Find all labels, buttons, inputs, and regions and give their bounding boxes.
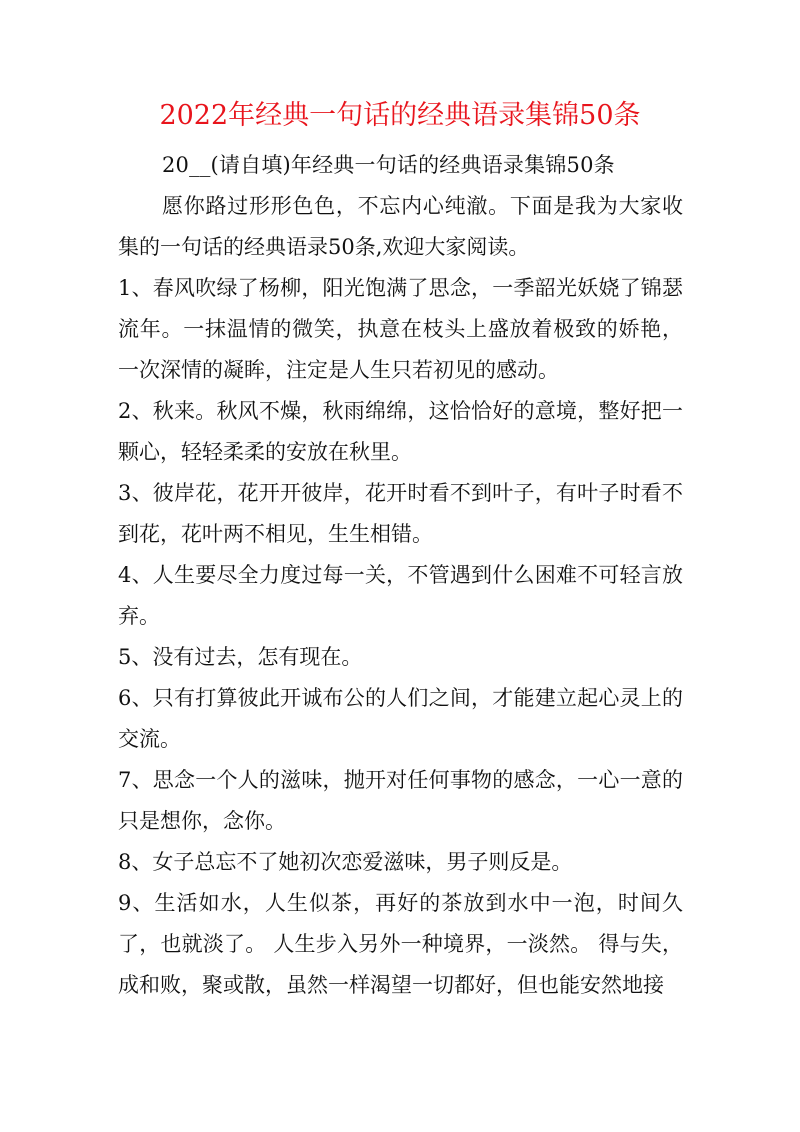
quote-item-2: 2、秋来。秋风不燥，秋雨绵绵，这恰恰好的意境，整好把一颗心，轻轻柔柔的安放在秋里。 — [118, 399, 683, 464]
document-title: 2022年经典一句话的经典语录集锦50条 — [159, 100, 641, 131]
document-subtitle: 20__(请自填)年经典一句话的经典语录集锦50条 — [162, 153, 615, 177]
quote-item-3: 3、彼岸花，花开开彼岸，花开时看不到叶子，有叶子时看不到花，花叶两不相见，生生相错。 — [118, 481, 683, 546]
document-body — [118, 145, 683, 1006]
intro-paragraph: 愿你路过形形色色，不忘内心纯澈。下面是我为大家收集的一句话的经典语录50条,欢迎大家阅读。 — [118, 194, 683, 259]
quote-item-4: 4、人生要尽全力度过每一关，不管遇到什么困难不可轻言放弃。 — [118, 563, 683, 628]
quote-item-1: 1、春风吹绿了杨柳，阳光饱满了思念，一季韶光妖娆了锦瑟流年。一抹温情的微笑，执意在枝头上盛放着极致的娇艳，一次深情的凝眸，注定是人生只若初见的感动。 — [118, 276, 683, 382]
quote-item-8: 8、女子总忘不了她初次恋爱滋味，男子则反是。 — [118, 850, 573, 874]
quote-item-7: 7、思念一个人的滋味，抛开对任何事物的感念，一心一意的只是想你，念你。 — [118, 768, 683, 833]
quote-item-6: 6、只有打算彼此开诚布公的人们之间，才能建立起心灵上的交流。 — [118, 686, 683, 751]
quote-item-9: 9、生活如水，人生似茶，再好的茶放到水中一泡，时间久了，也就淡了。 人生步入另外一种境界，一淡然。 得与失，成和败，聚或散，虽然一样渴望一切都好，但也能安然地接 — [118, 891, 683, 997]
quote-item-5: 5、没有过去，怎有现在。 — [118, 645, 363, 669]
